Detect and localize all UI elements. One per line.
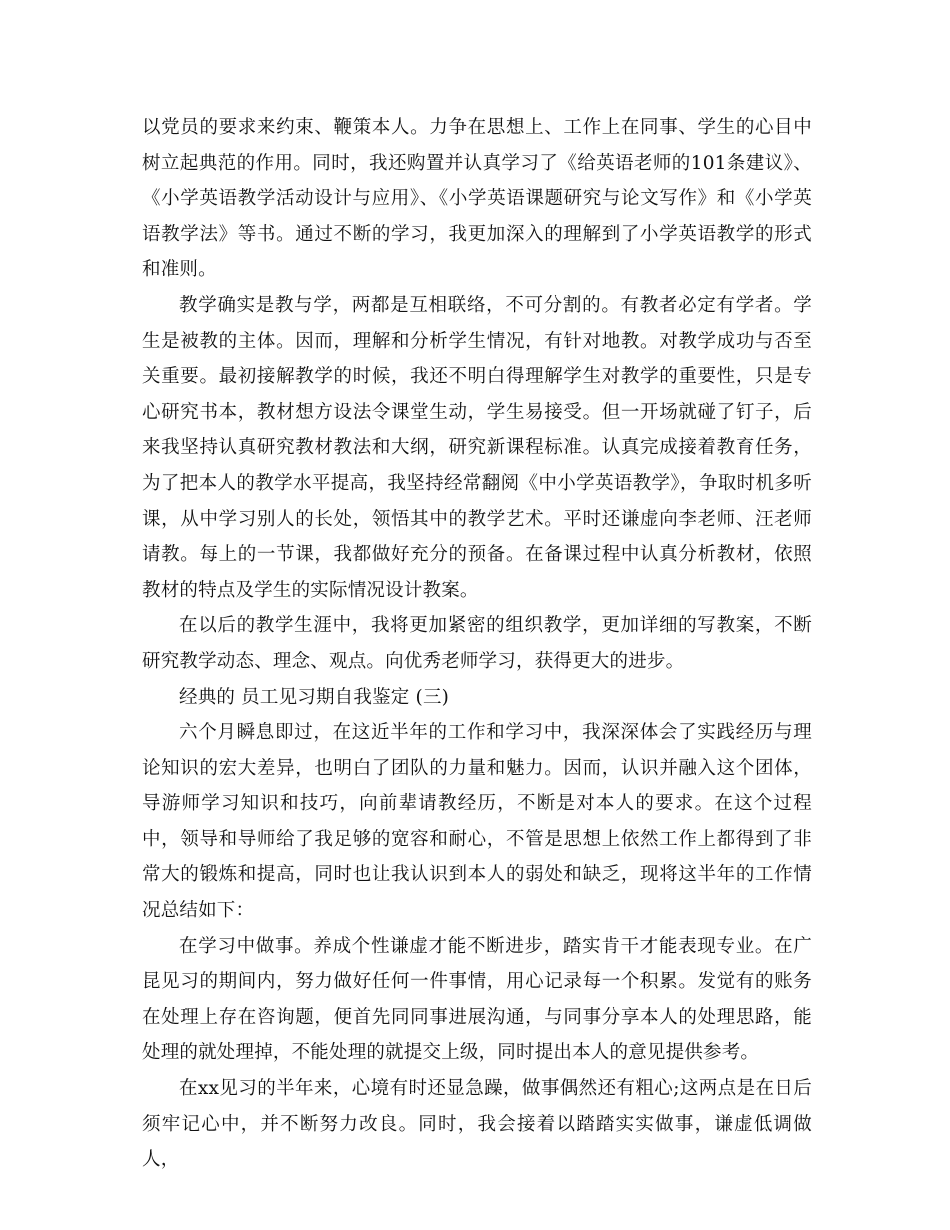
paragraph-6: 在xx见习的半年来，心境有时还显急躁，做事偶然还有粗心;这两点是在日后须牢记心中，并不断努力改良。同时，我会接着以踏踏实实做事，谦虚低调做人， <box>142 1078 812 1171</box>
paragraph-1: 以党员的要求来约束、鞭策本人。力争在思想上、工作上在同事、学生的心目中树立起典范的作用。同时，我还购置并认真学习了《给英语老师的101条建议》、《小学英语教学活动设计与应用》、《小学英语课题研究与论文写作》和《小学英语教学法》等书。通过不断的学习，我更加深入的理解到了小学英语教学的形式和准则。 <box>142 117 812 281</box>
paragraph-2: 教学确实是教与学，两都是互相联络，不可分割的。有教者必定有学者。学生是被教的主体。因而，理解和分析学生情况，有针对地教。对教学成功与否至关重要。最初接解教学的时候，我还不明白得理解学生对教学的重要性，只是专心研究书本，教材想方设法令课堂生动，学生易接受。但一开场就碰了钉子，后来我坚持认真研究教材教法和大纲，研究新课程标准。认真完成接着教育任务，为了把本人的教学水平提高，我坚持经常翻阅《中小学英语教学》，争取时机多听课，从中学习别人的长处，领悟其中的教学艺术。平时还谦虚向李老师、汪老师请教。每上的一节课，我都做好充分的预备。在备课过程中认真分析教材，依照教材的特点及学生的实际情况设计教案。 <box>142 294 812 601</box>
document-body <box>142 110 812 1178</box>
paragraph-4: 六个月瞬息即过，在这近半年的工作和学习中，我深深体会了实践经历与理论知识的宏大差异，也明白了团队的力量和魅力。因而，认识并融入这个团体，导游师学习知识和技巧，向前辈请教经历，不断是对本人的要求。在这个过程中，领导和导师给了我足够的宽容和耐心，不管是思想上依然工作上都得到了非常大的锻炼和提高，同时也让我认识到本人的弱处和缺乏，现将这半年的工作情况总结如下： <box>142 722 812 922</box>
paragraph-3: 在以后的教学生涯中，我将更加紧密的组织教学，更加详细的写教案，不断研究教学动态、理念、观点。向优秀老师学习，获得更大的进步。 <box>142 615 812 672</box>
section-heading: 经典的 员工见习期自我鉴定 (三) <box>179 686 450 708</box>
paragraph-5: 在学习中做事。养成个性谦虚才能不断进步，踏实肯干才能表现专业。在广昆见习的期间内，努力做好任何一件事情，用心记录每一个积累。发觉有的账务在处理上存在咨询题，便首先同同事进展沟通，与同事分享本人的处理思路，能处理的就处理掉，不能处理的就提交上级，同时提出本人的意见提供参考。 <box>142 935 812 1064</box>
